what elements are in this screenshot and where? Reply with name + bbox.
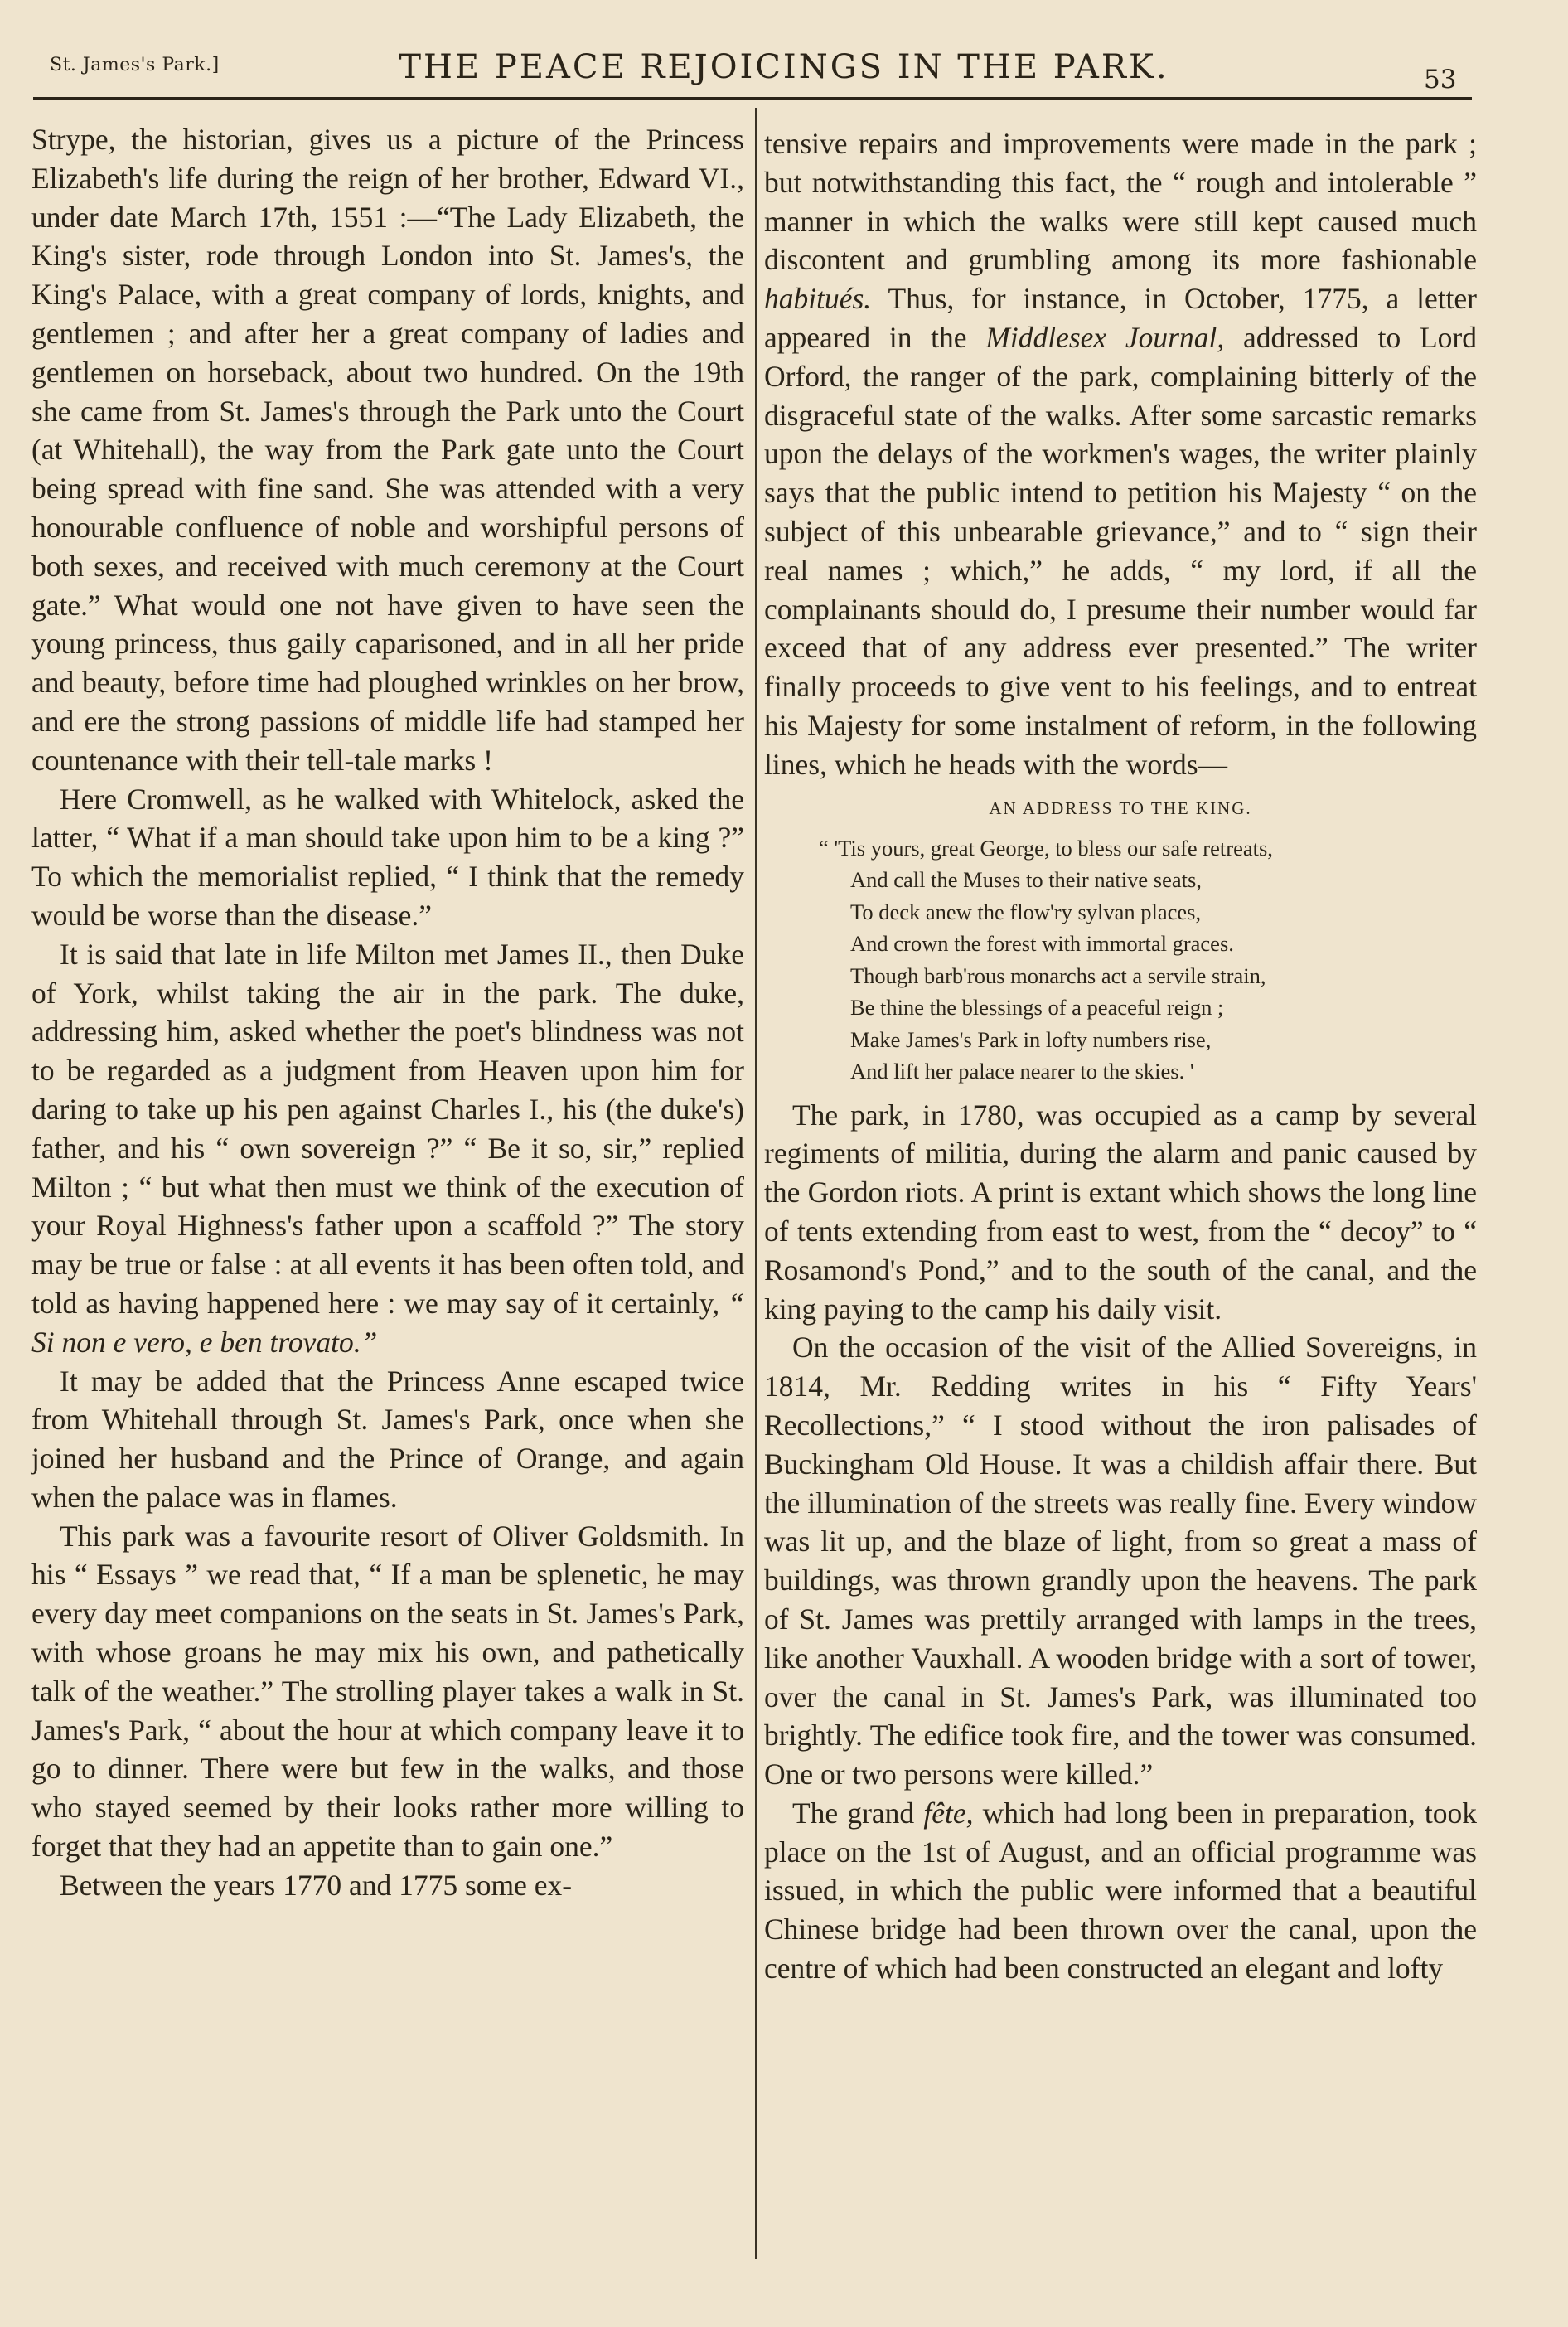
- paragraph-1780-camp: The park, in 1780, was occupied as a camp by several regiments of militia, during the alarm and panic caused by the Gordon riots. A print is extant which shows the long line of tents extending from east to west, from the “ decoy” to “ Rosamond's Pond,” and to the south of the canal, and the king paying to the camp his daily visit.: [764, 1098, 1477, 1326]
- poem-line: And call the Muses to their native seats,: [850, 867, 1202, 893]
- running-head-section: St. James's Park.]: [50, 55, 220, 75]
- paragraph-repairs: [764, 124, 1477, 784]
- poem-line: Make James's Park in lofty numbers rise,: [850, 1026, 1212, 1052]
- fete-italic: fête,: [923, 1796, 974, 1830]
- repairs-text-a: tensive repairs and improvements were made in the park ; but notwithstanding this fact, the “ rough and intolerable ” manner in which the walks were still kept caused much discontent and grumbling among its more fashionable: [764, 127, 1477, 277]
- repairs-text-c: addressed to Lord Orford, the ranger of the park, complaining bitterly of the disgraceful state of the walks. After some sarcastic remarks upon the delays of the workmen's wages, the writer plainly says that the public intend to petition his Majesty “ on the subject of this unbearable grievance,” and to “ sign their real names ; which,” he adds, “ my lord, if all the complainants should do, I presume their number would far exceed that of any address ever presented.” The writer finally proceeds to give vent to his feelings, and to entreat his Majesty for some instalment of reform, in the following lines, which he heads with the words—: [764, 320, 1478, 781]
- paragraph-milton: [31, 935, 744, 1362]
- right-column: [764, 124, 1477, 1988]
- left-column: [31, 120, 744, 1905]
- repairs-text-b: Thus, for instance, in October, 1775, a letter appeared in the: [764, 282, 1478, 354]
- paragraph-between-years: Between the years 1770 and 1775 some ex-: [60, 1868, 573, 1902]
- poem-line: To deck anew the flow'ry sylvan places,: [850, 899, 1202, 924]
- header-rule: [33, 97, 1472, 100]
- milton-quote: “ Si non e vero, e ben trovato.”: [31, 1286, 744, 1359]
- running-head-title: THE PEACE REJOICINGS IN THE PARK.: [399, 48, 1169, 86]
- poem-line: Though barb'rous monarchs act a servile strain,: [850, 962, 1266, 988]
- page-number: 53: [1424, 65, 1457, 95]
- journal-italic: Middlesex Journal,: [985, 320, 1225, 354]
- fete-text-b: which had long been in preparation, took place on the 1st of August, and an official programme was issued, in which the public were informed that a beautiful Chinese bridge had been thrown over the canal, upon the centre of which had been constructed an elegant and lofty: [764, 1796, 1478, 1985]
- poem-line: And crown the forest with immortal graces.: [850, 931, 1234, 957]
- paragraph-strype: Strype, the historian, gives us a picture of the Princess Elizabeth's life during the reign of her brother, Edward VI., under date March 17th, 1551 :—“The Lady Elizabeth, the King's sister, rode through London into St. James's, the King's Palace, with a great company of lords, knights, and gentlemen ; and after her a great company of ladies and gentlemen on horseback, about two hundred. On the 19th she came from St. James's through the Park unto the Court (at Whitehall), the way from the Park gate unto the Court being spread with fine sand. She was attended with a very honourable confluence of noble and worshipful persons of both sexes, and received with much ceremony at the Court gate.” What would one not have given to have seen the young princess, thus gaily caparisoned, and in all her pride and beauty, before time had ploughed wrinkles on her brow, and ere the strong passions of middle life had stamped her countenance with their tell-tale marks !: [31, 123, 744, 777]
- fete-text-a: The grand: [792, 1796, 915, 1830]
- paragraph-goldsmith: This park was a favourite resort of Oliver Goldsmith. In his “ Essays ” we read that, “ If a man be splenetic, he may every day meet companions on the seats in St. James's Park, with whose groans he may mix his own, and pathetically talk of the weather.” The strolling player takes a walk in St. James's Park, “ about the hour at which company leave it to go to dinner. There were but few in the walks, and those who stayed seemed by their looks rather more willing to forget that they had an appetite than to gain one.”: [31, 1519, 744, 1864]
- poem-line: Be thine the blessings of a peaceful reign ;: [850, 995, 1224, 1020]
- poem-line: “ 'Tis yours, great George, to bless our safe retreats,: [819, 835, 1273, 861]
- poem-title: AN ADDRESS TO THE KING.: [989, 797, 1252, 818]
- paragraph-allied-sovereigns: On the occasion of the visit of the Allied Sovereigns, in 1814, Mr. Redding writes in his “ Fifty Years' Recollections,” “ I stood without the iron palisades of Buckingham Old House. It was a childish affair there. But the illumination of the streets was really fine. Every window was lit up, and the blaze of light, from so great a mass of buildings, was thrown grandly upon the heavens. The park of St. James was prettily arranged with lamps in the trees, like another Vauxhall. A wooden bridge with a sort of tower, over the canal in St. James's Park, was illuminated too brightly. The edifice took fire, and the tower was consumed. One or two persons were killed.”: [764, 1331, 1477, 1791]
- poem: [764, 832, 1477, 1088]
- paragraph-cromwell: Here Cromwell, as he walked with Whitelock, asked the latter, “ What if a man should take upon him to be a king ?” To which the memorialist replied, “ I think that the remedy would be worse than the disease.”: [31, 782, 744, 932]
- milton-text: It is said that late in life Milton met James II., then Duke of York, whilst taking the air in the park. The duke, addressing him, asked whether the poet's blindness was not to be regarded as a judgment from Heaven upon him for daring to take up his pen against Charles I., his (the duke's) father, and his “ own sovereign ?” “ Be it so, sir,” replied Milton ; “ but what then must we think of the execution of your Royal Highness's father upon a scaffold ?” The story may be true or false : at all events it has been often told, and told as having happened here : we may say of it certainly,: [31, 937, 744, 1320]
- habitues-italic: habitués.: [764, 282, 872, 316]
- poem-line: And lift her palace nearer to the skies. ': [850, 1059, 1194, 1084]
- paragraph-princess-anne: It may be added that the Princess Anne escaped twice from Whitehall through St. James's Park, once when she joined her husband and the Prince of Orange, and again when the palace was in flames.: [31, 1364, 744, 1514]
- column-divider: [755, 108, 757, 2259]
- paragraph-grand-fete: [764, 1794, 1477, 1988]
